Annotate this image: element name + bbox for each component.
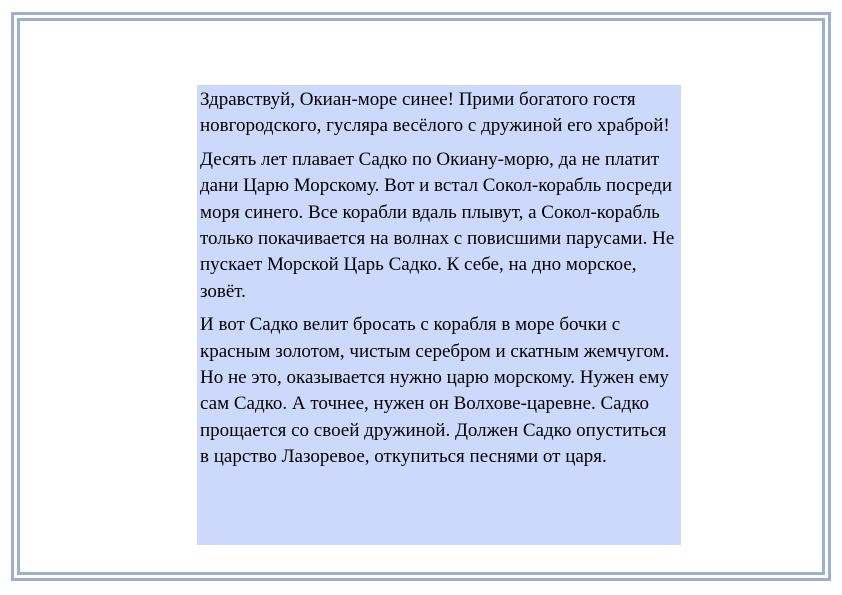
paragraph-offering: И вот Садко велит бросать с корабля в море бочки с красным золотом, чистым серебром и скатным жемчугом. Но не это, оказывается нужно царю морскому. Нужен ему сам Садко. А точнее, нужен он Волхове-царевне. Садко прощается со своей дружиной. Должен Садко опуститься в царство Лазоревое, откупиться песнями от царя. [200, 314, 670, 468]
paragraph-greeting: Здравствуй, Окиан-море синее! Прими богатого гостя новгородского, гусляра весёлого с дружиной его храброй! [200, 89, 670, 137]
text-box [197, 85, 681, 545]
paragraph-voyage: Десять лет плавает Садко по Окиану-морю, да не платит дани Царю Морскому. Вот и встал Сокол-корабль посреди моря синего. Все корабли вдаль плывут, а Сокол-корабль только покачивается на волнах с повисшими парусами. Не пускает Морской Царь Садко. К себе, на дно морское, зовёт. [200, 148, 675, 302]
